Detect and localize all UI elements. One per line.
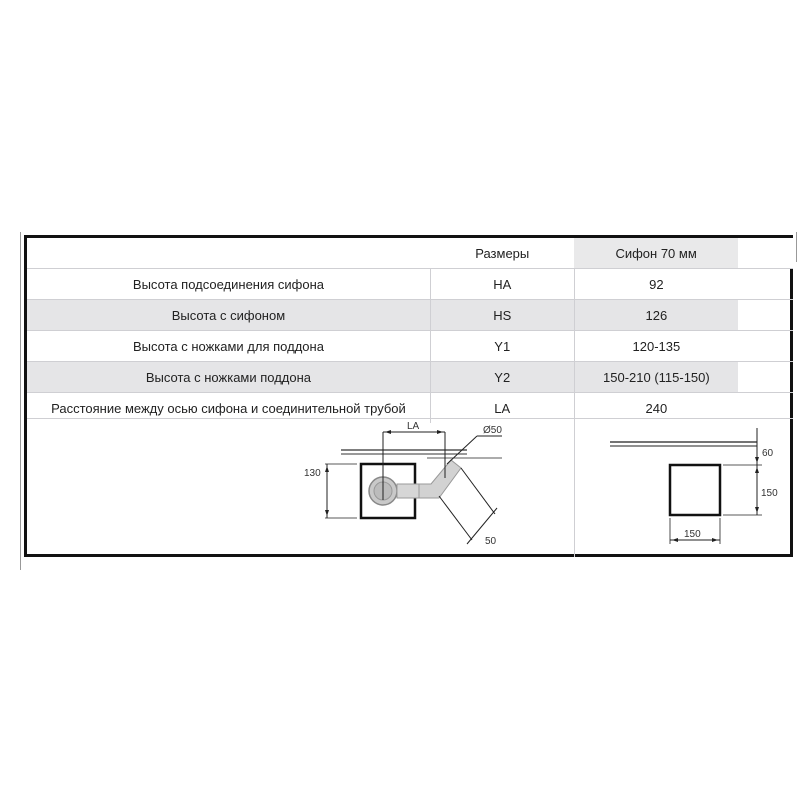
row-value: 240 — [574, 393, 738, 424]
bottom-150-label: 150 — [684, 529, 701, 540]
row-code: HS — [430, 300, 574, 331]
table-row — [27, 300, 793, 331]
table-row — [27, 269, 793, 300]
row-label: Высота с сифоном — [27, 300, 430, 331]
row-value: 92 — [574, 269, 738, 300]
row-label: Высота с ножками поддона — [27, 362, 430, 393]
table-header-row — [27, 238, 793, 269]
page-edge-line-right — [796, 232, 797, 262]
diameter-label: Ø50 — [483, 425, 502, 436]
row-label: Высота подсоединения сифона — [27, 269, 430, 300]
technical-drawings — [27, 418, 793, 554]
row-value: 150-210 (115-150) — [574, 362, 738, 393]
la-label: LA — [407, 421, 420, 432]
header-blank — [738, 238, 793, 269]
row-code: LA — [430, 393, 574, 424]
row-label: Высота с ножками для поддона — [27, 331, 430, 362]
row-value: 120-135 — [574, 331, 738, 362]
table-row — [27, 362, 793, 393]
siphon-drawing — [304, 421, 502, 547]
top-60-label: 60 — [762, 448, 774, 459]
offset-50-label: 50 — [485, 536, 497, 547]
row-value: 126 — [574, 300, 738, 331]
connection-pipe — [397, 484, 419, 498]
height-130-label: 130 — [304, 468, 321, 479]
row-code: Y2 — [430, 362, 574, 393]
row-label: Расстояние между осью сифона и соединительной трубой — [27, 393, 430, 424]
box-dimension-drawing — [610, 428, 778, 544]
side-150-label: 150 — [761, 488, 778, 499]
box-outline — [670, 465, 720, 515]
header-siphon: Сифон 70 мм — [574, 238, 738, 269]
dimensions-table — [27, 238, 793, 423]
row-code: HA — [430, 269, 574, 300]
row-code: Y1 — [430, 331, 574, 362]
table-row — [27, 331, 793, 362]
page-edge-line — [20, 232, 21, 570]
header-dimensions: Размеры — [430, 238, 574, 269]
header-empty-cell — [27, 238, 430, 269]
spec-frame — [24, 235, 793, 557]
